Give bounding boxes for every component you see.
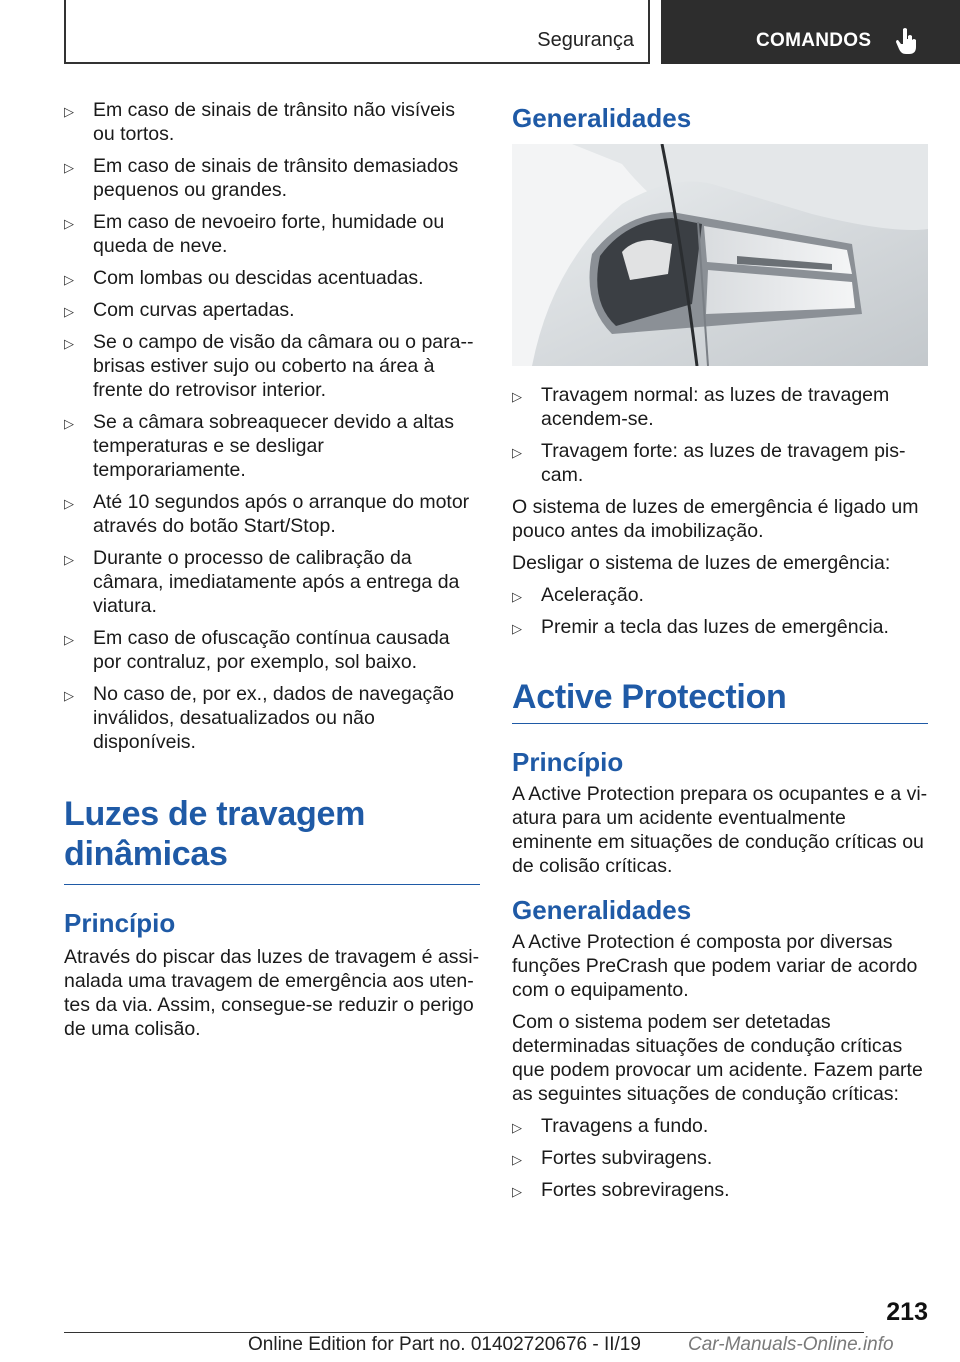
header-chapter-title: COMANDOS	[756, 30, 872, 51]
list-item: ▷ Travagem forte: as luzes de travagem piscam.	[512, 440, 906, 486]
brake-light-list	[512, 383, 928, 487]
ap-principle-text: A Active Protection prepara os ocupantes e a viatura para um acidente eventualmente eminente em situações de condução críticas ou de colisão críticas.	[512, 783, 928, 877]
list-item: ▷ Travagem normal: as luzes de travagem acendem-se.	[512, 384, 890, 430]
list-item: ▷ Se o campo de visão da câmara ou o para--brisas estiver sujo ou coberto na área à frente do retrovisor interior.	[64, 331, 474, 401]
triangle-bullet-icon: ▷	[512, 589, 522, 604]
ap-principle-heading: Princípio	[512, 747, 624, 777]
ap-general-heading: Generalidades	[512, 895, 692, 925]
section-title-dynamic-brake-lights: Luzes de travagem dinâmicas	[64, 794, 480, 885]
triangle-bullet-icon: ▷	[512, 389, 522, 404]
hand-pointer-icon	[895, 27, 919, 55]
hazard-system-text: O sistema de luzes de emergência é ligado um pouco antes da imobilização.	[512, 496, 919, 542]
list-item: ▷ Premir a tecla das luzes de emergência.	[512, 615, 928, 639]
list-item: ▷ Até 10 segundos após o arranque do motor através do botão Start/Stop.	[64, 491, 470, 537]
header-chapter-box	[661, 0, 960, 64]
triangle-bullet-icon: ▷	[64, 104, 74, 119]
triangle-bullet-icon: ▷	[64, 304, 74, 319]
list-item: ▷ Com curvas apertadas.	[64, 298, 480, 322]
footer-divider	[64, 1332, 864, 1333]
list-item: ▷ Aceleração.	[512, 583, 928, 607]
triangle-bullet-icon: ▷	[64, 272, 74, 287]
hazard-off-text: Desligar o sistema de luzes de emergência:	[512, 552, 891, 574]
triangle-bullet-icon: ▷	[64, 496, 74, 511]
principle-heading: Princípio	[64, 908, 176, 938]
list-item: ▷ Travagens a fundo.	[512, 1114, 928, 1138]
ap-general-text-1: A Active Protection é composta por diversas funções PreCrash que podem variar de acordo com o equipamento.	[512, 931, 918, 1001]
hazard-off-list	[512, 583, 928, 639]
list-item: ▷ Durante o processo de calibração da câmara, imediatamente após a entrega da viatura.	[64, 547, 460, 617]
left-column	[64, 98, 480, 1049]
header-section-box	[64, 0, 650, 64]
triangle-bullet-icon: ▷	[64, 632, 74, 647]
list-item: ▷ Fortes sobreviragens.	[512, 1178, 928, 1202]
triangle-bullet-icon: ▷	[64, 688, 74, 703]
ap-general-text-2: Com o sistema podem ser detetadas determinadas situações de condução críticas que podem provocar um acidente. Fazem parte as seguintes situações de condução críticas:	[512, 1011, 923, 1105]
triangle-bullet-icon: ▷	[512, 621, 522, 636]
triangle-bullet-icon: ▷	[512, 445, 522, 460]
tail-light-photo	[512, 144, 928, 366]
footer-watermark: Car-Manuals-Online.info	[688, 1334, 894, 1355]
triangle-bullet-icon: ▷	[64, 160, 74, 175]
triangle-bullet-icon: ▷	[64, 336, 74, 351]
list-item: ▷ Com lombas ou descidas acentuadas.	[64, 266, 480, 290]
principle-text: Através do piscar das luzes de travagem é assinalada uma travagem de emergência aos utentes da via. Assim, consegue-se reduzir o perigo de uma colisão.	[64, 946, 480, 1040]
page-number: 213	[886, 1298, 928, 1326]
limitations-list	[64, 98, 480, 754]
triangle-bullet-icon: ▷	[64, 552, 74, 567]
critical-situations-list	[512, 1114, 928, 1202]
header-section-title: Segurança	[537, 29, 634, 51]
list-item: ▷ Em caso de ofuscação contínua causada por contraluz, por exemplo, sol baixo.	[64, 627, 450, 673]
general-heading: Generalidades	[512, 103, 692, 133]
triangle-bullet-icon: ▷	[512, 1184, 522, 1199]
triangle-bullet-icon: ▷	[512, 1152, 522, 1167]
list-item: ▷ Se a câmara sobreaquecer devido a altas temperaturas e se desligar temporariamente.	[64, 411, 454, 481]
triangle-bullet-icon: ▷	[64, 416, 74, 431]
list-item: ▷ Em caso de nevoeiro forte, humidade ou queda de neve.	[64, 211, 445, 257]
list-item: ▷ Fortes subviragens.	[512, 1146, 928, 1170]
section-title-active-protection: Active Protection	[512, 677, 928, 724]
triangle-bullet-icon: ▷	[512, 1120, 522, 1135]
list-item: ▷ Em caso de sinais de trânsito demasiados pequenos ou grandes.	[64, 155, 459, 201]
list-item: ▷ No caso de, por ex., dados de navegação inválidos, desatualizados ou não disponíveis.	[64, 683, 454, 753]
footer-edition: Online Edition for Part no. 01402720676 - II/19	[248, 1334, 641, 1355]
list-item: ▷ Em caso de sinais de trânsito não visíveis ou tortos.	[64, 99, 456, 145]
triangle-bullet-icon: ▷	[64, 216, 74, 231]
right-column	[512, 98, 928, 1210]
